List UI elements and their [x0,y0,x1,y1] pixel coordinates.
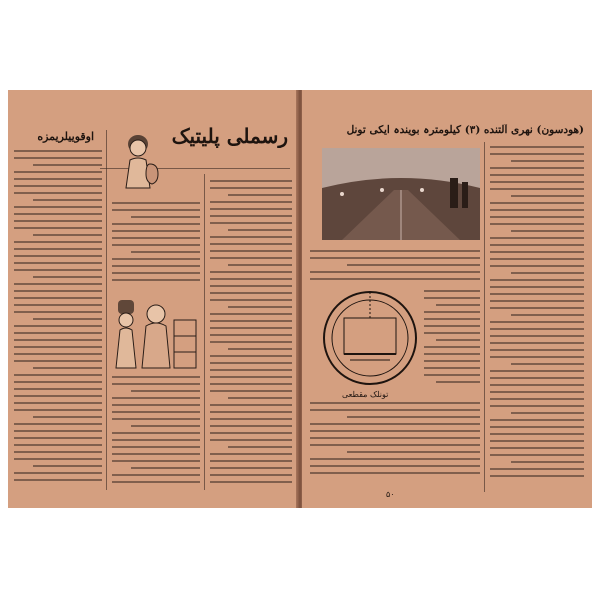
article-column [14,150,102,490]
article-column [112,202,200,288]
article-headline: (هودسون) نهری آلتنده (۳) کیلومترہ بویندہ ایکی تونل [346,124,584,136]
corner-headline: اوقوییلریمزه [37,130,94,143]
magazine-spread [8,90,592,508]
left-page [8,90,298,508]
right-page [302,90,592,508]
column-rule [204,174,205,490]
article-column [112,376,200,490]
diagram-caption: تونلک مقطعی [342,390,389,399]
article-column [490,146,584,492]
column-rule [106,130,107,490]
figures-illustration [114,290,200,370]
article-column [424,290,480,394]
child-illustration [116,130,166,190]
article-column [310,250,480,286]
column-rule [484,142,485,492]
article-column [210,180,292,490]
tunnel-photo [322,148,480,240]
main-headline: رسملی پلیتیک [171,124,288,148]
page-number: ۵۰ [386,490,395,499]
tunnel-diagram [320,288,420,388]
article-column [310,402,480,482]
